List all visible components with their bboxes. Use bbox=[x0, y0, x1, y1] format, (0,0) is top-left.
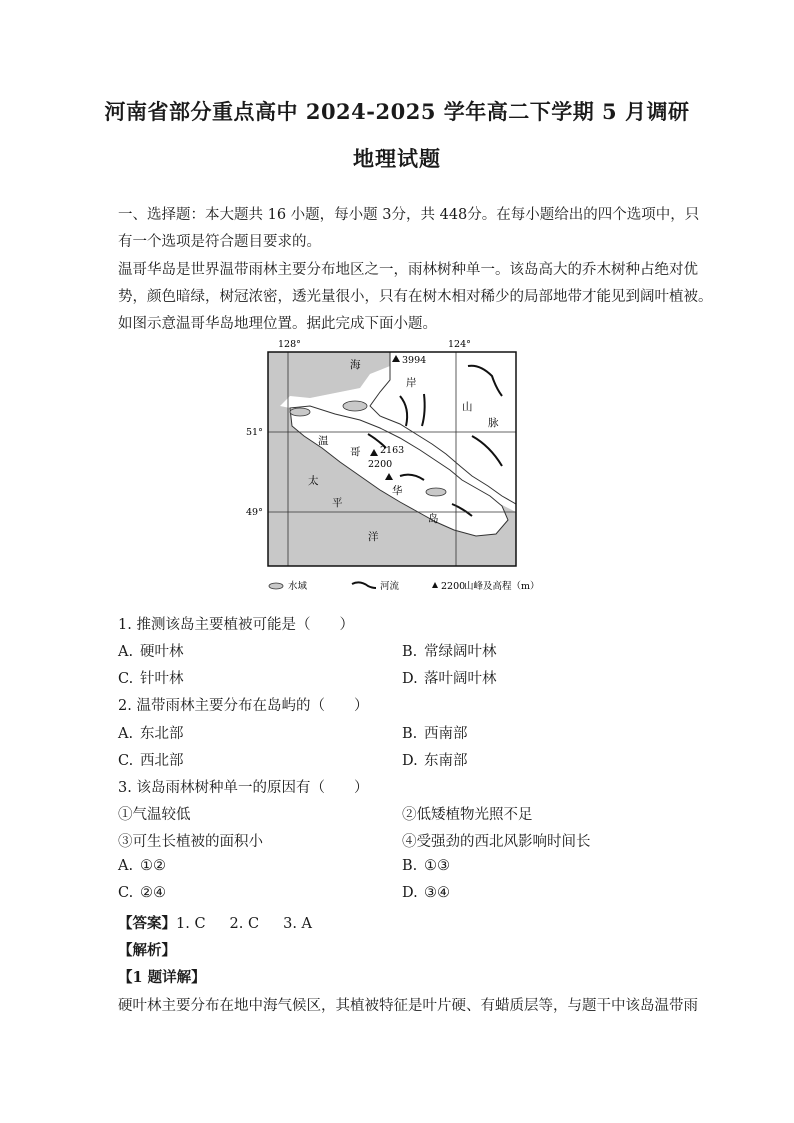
map-label-hua: 华 bbox=[392, 485, 403, 497]
lon-left-label: 128° bbox=[278, 339, 301, 350]
legend-water-icon bbox=[269, 583, 283, 589]
detail-text: 硬叶林主要分布在地中海气候区，其植被特征是叶片硬、有蜡质层等，与题干中该岛温带雨 bbox=[118, 998, 698, 1014]
question-3-statement-3: ③可生长植被的面积小 bbox=[118, 834, 263, 850]
detail-label: 【1 题详解】 bbox=[118, 969, 206, 986]
map-label-yang: 洋 bbox=[368, 531, 379, 543]
option-text: ③④ bbox=[424, 885, 450, 901]
option-text: ①② bbox=[140, 858, 166, 874]
map-label-ping: 平 bbox=[332, 497, 343, 509]
map-label-wen: 温 bbox=[318, 435, 329, 447]
peak-label-2163: 2163 bbox=[380, 445, 405, 456]
map-label-shan: 山 bbox=[462, 401, 473, 413]
lon-right-label: 124° bbox=[448, 339, 471, 350]
document-subtitle: 地理试题 bbox=[353, 146, 441, 171]
question-2-option-d[interactable] bbox=[402, 749, 468, 770]
option-letter: C. bbox=[118, 753, 134, 769]
analysis-label: 【解析】 bbox=[118, 942, 176, 959]
peak-label-2200: 2200 bbox=[368, 459, 393, 470]
option-text: 落叶阔叶林 bbox=[424, 671, 497, 687]
question-2-option-c[interactable] bbox=[118, 749, 184, 770]
map-label-ge: 哥 bbox=[350, 446, 361, 458]
option-text: 西南部 bbox=[424, 726, 468, 742]
option-letter: D. bbox=[402, 885, 418, 901]
legend-peak-value: 2200 bbox=[441, 581, 466, 592]
option-letter: A. bbox=[118, 858, 134, 874]
map-label-an: 岸 bbox=[406, 377, 417, 389]
question-1-option-b[interactable] bbox=[402, 640, 497, 661]
question-3-option-d[interactable] bbox=[402, 885, 450, 901]
vancouver-island-map bbox=[240, 336, 560, 596]
option-letter: B. bbox=[402, 644, 418, 660]
option-letter: B. bbox=[402, 858, 418, 874]
question-1-option-a[interactable] bbox=[118, 640, 184, 661]
option-text: 针叶林 bbox=[140, 671, 184, 687]
answer-3: 3. A bbox=[283, 916, 313, 932]
option-letter: D. bbox=[402, 753, 418, 769]
section-intro-line-1: 一、选择题：本大题共 16 小题，每小题 3分，共 448分。在每小题给出的四个选项中，只 bbox=[118, 207, 700, 223]
option-letter: A. bbox=[118, 726, 134, 742]
option-text: 常绿阔叶林 bbox=[424, 644, 497, 660]
question-1-option-d[interactable] bbox=[402, 667, 497, 688]
option-text: 东北部 bbox=[140, 726, 184, 742]
question-3-option-b[interactable] bbox=[402, 858, 450, 874]
option-letter: C. bbox=[118, 885, 134, 901]
passage-line-3: 如图示意温哥华岛地理位置。据此完成下面小题。 bbox=[118, 316, 437, 332]
legend-river-label: 河流 bbox=[380, 581, 400, 592]
legend-river-icon bbox=[352, 582, 376, 588]
option-letter: A. bbox=[118, 644, 134, 660]
question-3-stem: 3. 该岛雨林树种单一的原因有（ ） bbox=[118, 780, 369, 796]
section-intro-line-2: 有一个选项是符合题目要求的。 bbox=[118, 234, 321, 250]
question-3-option-c[interactable] bbox=[118, 885, 166, 901]
lake-2 bbox=[290, 408, 310, 416]
question-3-statement-4: ④受强劲的西北风影响时间长 bbox=[402, 834, 591, 850]
option-text: 东南部 bbox=[424, 753, 468, 769]
passage-line-1: 温哥华岛是世界温带雨林主要分布地区之一，雨林树种单一。该岛高大的乔木树种占绝对优 bbox=[118, 262, 698, 278]
peak-label-3994: 3994 bbox=[402, 355, 427, 366]
answer-label: 【答案】 bbox=[118, 915, 176, 932]
question-3-statement-2: ②低矮植物光照不足 bbox=[402, 807, 533, 823]
lake-1 bbox=[343, 401, 367, 411]
legend-peak-icon bbox=[432, 582, 438, 588]
lat-top-label: 51° bbox=[246, 427, 263, 438]
option-letter: B. bbox=[402, 726, 418, 742]
option-text: ①③ bbox=[424, 858, 450, 874]
document-title: 河南省部分重点高中 2024-2025 学年高二下学期 5 月调研 bbox=[104, 99, 690, 124]
lake-3 bbox=[426, 488, 446, 496]
answer-line bbox=[118, 912, 312, 933]
answer-1: 1. C bbox=[176, 916, 206, 932]
lat-bottom-label: 49° bbox=[246, 507, 263, 518]
map-label-dao: 岛 bbox=[428, 513, 439, 525]
answer-2: 2. C bbox=[229, 916, 260, 932]
map-label-mai: 脉 bbox=[488, 417, 499, 429]
passage-line-2: 势，颜色暗绿，树冠浓密，透光量很小，只有在树木相对稀少的局部地带才能见到阔叶植被。 bbox=[118, 289, 713, 305]
question-1-stem: 1. 推测该岛主要植被可能是（ ） bbox=[118, 617, 354, 633]
option-letter: D. bbox=[402, 671, 418, 687]
option-text: ②④ bbox=[140, 885, 166, 901]
question-2-stem: 2. 温带雨林主要分布在岛屿的（ ） bbox=[118, 698, 369, 714]
question-3-option-a[interactable] bbox=[118, 858, 166, 874]
option-text: 硬叶林 bbox=[140, 644, 184, 660]
legend-peak-label: 山峰及高程（m） bbox=[464, 581, 540, 592]
question-1-option-c[interactable] bbox=[118, 667, 184, 688]
map-label-tai: 太 bbox=[308, 475, 319, 487]
option-letter: C. bbox=[118, 671, 134, 687]
question-2-option-a[interactable] bbox=[118, 722, 184, 743]
legend-water-label: 水域 bbox=[288, 581, 308, 592]
option-text: 西北部 bbox=[140, 753, 184, 769]
question-2-option-b[interactable] bbox=[402, 722, 468, 743]
map-label-hai: 海 bbox=[350, 359, 361, 371]
question-3-statement-1: ①气温较低 bbox=[118, 807, 191, 823]
